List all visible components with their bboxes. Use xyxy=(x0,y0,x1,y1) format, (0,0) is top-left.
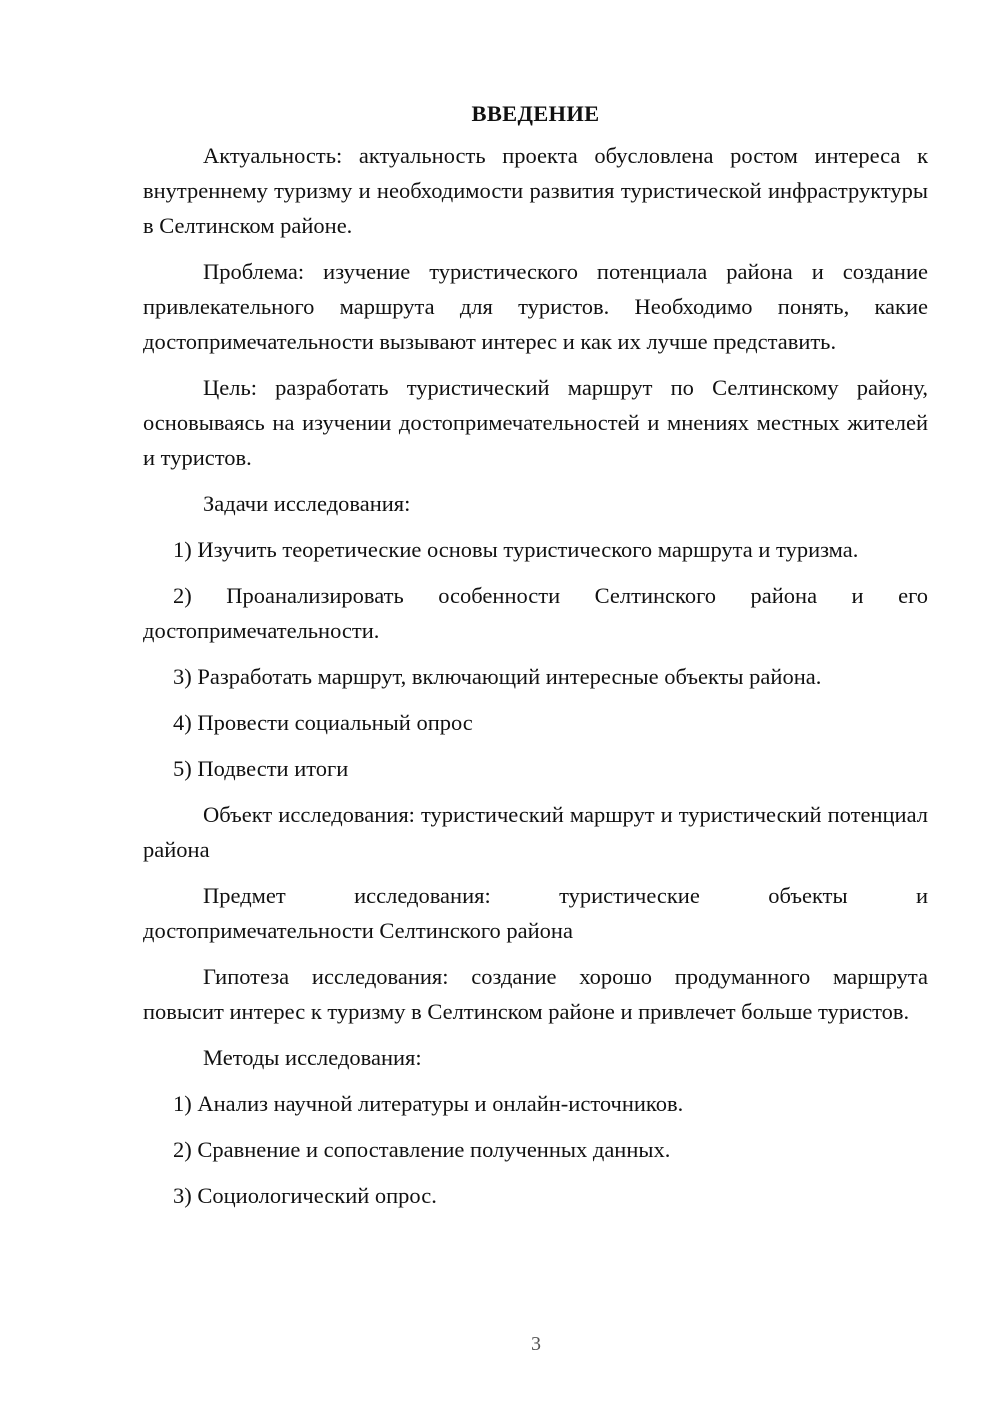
object-paragraph: Объект исследования: туристический маршрут и туристический потенциал района xyxy=(143,802,928,862)
task-item-1: 1) Изучить теоретические основы туристического маршрута и туризма. xyxy=(173,537,859,562)
task-item-3: 3) Разработать маршрут, включающий интересные объекты района. xyxy=(173,664,822,689)
page-content xyxy=(143,96,928,1224)
method-item-1: 1) Анализ научной литературы и онлайн-источников. xyxy=(173,1091,684,1116)
methods-heading: Методы исследования: xyxy=(203,1045,422,1070)
task-item-2: 2) Проанализировать особенности Селтинского района и его достопримечательности. xyxy=(143,583,928,643)
relevance-paragraph: Актуальность: актуальность проекта обусловлена ростом интереса к внутреннему туризму и необходимости развития туристической инфраструктуры в Селтинском районе. xyxy=(143,143,928,238)
tasks-heading: Задачи исследования: xyxy=(203,491,411,516)
subject-paragraph xyxy=(143,878,928,948)
page-title: ВВЕДЕНИЕ xyxy=(471,101,600,126)
goal-paragraph: Цель: разработать туристический маршрут по Селтинскому району, основываясь на изучении достопримечательностей и мнениях местных жителей и туристов. xyxy=(143,375,928,470)
hypothesis-paragraph: Гипотеза исследования: создание хорошо продуманного маршрута повысит интерес к туризму в Селтинском районе и привлечет больше туристов. xyxy=(143,964,928,1024)
page-number: 3 xyxy=(531,1333,541,1355)
method-item-3: 3) Социологический опрос. xyxy=(173,1183,437,1208)
problem-paragraph: Проблема: изучение туристического потенциала района и создание привлекательного маршрута для туристов. Необходимо понять, какие достопримечательности вызывают интерес и как их лучше представить. xyxy=(143,259,928,354)
method-item-2: 2) Сравнение и сопоставление полученных данных. xyxy=(173,1137,671,1162)
task-item-5: 5) Подвести итоги xyxy=(173,756,349,781)
task-item-4: 4) Провести социальный опрос xyxy=(173,710,473,735)
subject-line-2: достопримечательности Селтинского района xyxy=(143,918,573,943)
subject-line-1: Предмет исследования: туристические объекты и xyxy=(203,883,928,908)
